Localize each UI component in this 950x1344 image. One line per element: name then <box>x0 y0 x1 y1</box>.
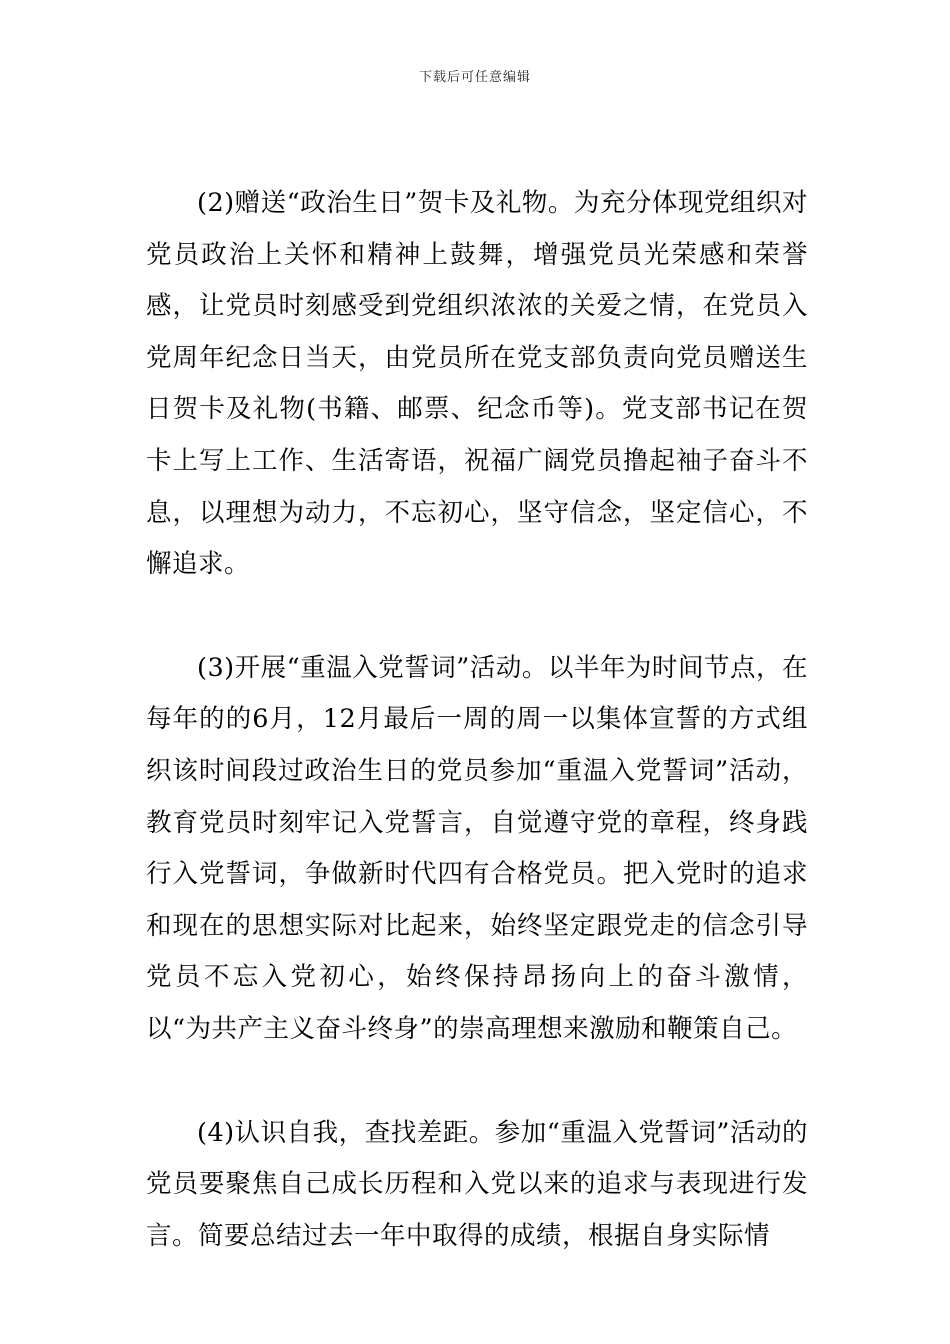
paragraph-self-reflection: (4)认识自我，查找差距。参加“重温入党誓词”活动的党员要聚焦自己成长历程和入党以来的追求与表现进行发言。简要总结过去一年中取得的成绩，根据自身实际情 <box>146 1117 808 1251</box>
document-body <box>146 178 808 1262</box>
paragraph-oath-review: (3)开展“重温入党誓词”活动。以半年为时间节点，在每年的的6月，12月最后一周的周一以集体宣誓的方式组织该时间段过政治生日的党员参加“重温入党誓词”活动，教育党员时刻牢记入党誓言，自觉遵守党的章程，终身践行入党誓词，争做新时代四有合格党员。把入党时的追求和现在的思想实际对比起来，始终坚定跟党走的信念引导党员不忘入党初心，始终保持昂扬向上的奋斗激情，以“为共产主义奋斗终身”的崇高理想来激励和鞭策自己。 <box>146 652 808 1044</box>
paragraph-gift-card: (2)赠送“政治生日”贺卡及礼物。为充分体现党组织对党员政治上关怀和精神上鼓舞，增强党员光荣感和荣誉感，让党员时刻感受到党组织浓浓的关爱之情，在党员入党周年纪念日当天，由党员所在党支部负责向党员赠送生日贺卡及礼物(书籍、邮票、纪念币等)。党支部书记在贺卡上写上工作、生活寄语，祝福广阔党员撸起袖子奋斗不息，以理想为动力，不忘初心，坚守信念，坚定信心，不懈追求。 <box>146 188 808 580</box>
header-note: 下载后可任意编辑 <box>418 70 531 85</box>
